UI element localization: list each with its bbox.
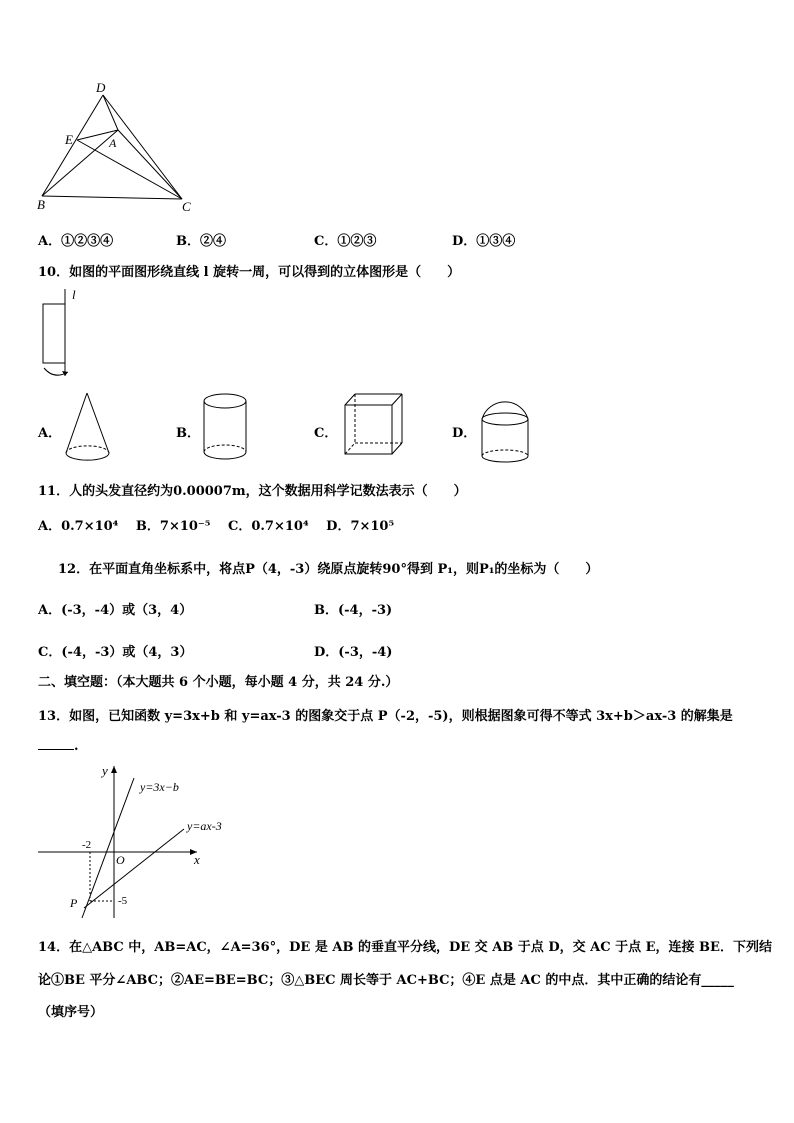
- q12-option-b: B．(-4，-3): [314, 603, 393, 618]
- q10-option-a-label: A．: [38, 426, 62, 441]
- point-p-label: P: [70, 896, 78, 910]
- tick-y-label: -5: [118, 895, 128, 907]
- q10-option-d-label: D．: [452, 426, 477, 441]
- q13-stem: 13．如图，已知函数 y=3x+b 和 y=ax-3 的图象交于点 P（-2，-5)，则根据图象可得不等式 3x+b＞ax-3 的解集是: [38, 709, 733, 724]
- q13-graph-figure: [34, 758, 244, 923]
- q13-answer-blank: [38, 737, 79, 754]
- q13-tail: .: [74, 739, 79, 754]
- q11-stem: 11．人的头发直径约为0.00007m，这个数据用科学记数法表示（ ）: [38, 484, 467, 499]
- cuboid-icon: [340, 390, 410, 465]
- answer-blank: [38, 737, 74, 750]
- axis-label-l: l: [72, 287, 76, 302]
- line2-label: y=ax-3: [187, 819, 222, 833]
- q9-option-d: D．①③④: [452, 234, 516, 249]
- q10-stem: 10．如图的平面图形绕直线 l 旋转一周，可以得到的立体图形是（ ）: [38, 265, 461, 280]
- q12-option-c: C．(-4，-3）或（4，3）: [38, 645, 193, 660]
- label-b: B: [37, 197, 45, 212]
- label-d: D: [96, 80, 106, 95]
- tick-x-label: -2: [82, 839, 92, 851]
- q10-option-b-label: B．: [176, 426, 200, 441]
- cylinder-icon: [200, 390, 255, 465]
- q14-line2: 论①BE 平分∠ABC；②AE=BE=BC；③△BEC 周长等于 AC+BC；④E 点是 AC 的中点．其中正确的结论有_____: [38, 973, 734, 988]
- cone-icon: [62, 390, 117, 465]
- line1-label: y=3x−b: [140, 780, 179, 794]
- q9-option-b: B．②④: [176, 234, 226, 249]
- q10-rotation-figure: [32, 284, 92, 384]
- x-axis-label: x: [194, 852, 200, 867]
- q10-option-c-label: C．: [314, 426, 338, 441]
- q11-options: A．0.7×10⁴ B．7×10⁻⁵ C．0.7×10⁴ D．7×10⁵: [38, 519, 395, 534]
- origin-label: O: [116, 853, 125, 867]
- section-2-heading: 二、填空题：（本大题共 6 个小题，每小题 4 分，共 24 分.）: [38, 675, 399, 690]
- label-a: A: [109, 136, 117, 150]
- q14-line1: 14．在△ABC 中，AB=AC，∠A=36°，DE 是 AB 的垂直平分线，DE 交 AB 于点 D，交 AC 于点 E，连接 BE．下列结: [38, 940, 772, 955]
- label-e: E: [65, 132, 73, 147]
- q12-option-d: D．(-3，-4): [314, 645, 393, 660]
- label-c: C: [182, 199, 191, 214]
- q14-line3: （填序号）: [38, 1005, 104, 1020]
- y-axis-label: y: [102, 763, 108, 778]
- q9-option-c: C．①②③: [314, 234, 377, 249]
- q12-stem: 12．在平面直角坐标系中，将点P（4，-3）绕原点旋转90°得到 P₁，则P₁的坐标为（ ）: [58, 562, 599, 577]
- q12-option-a: A．(-3，-4）或（3，4）: [38, 603, 193, 618]
- q9-option-a: A．①②③④: [38, 234, 114, 249]
- q9-triangle-figure: [30, 78, 205, 218]
- cylinder-with-dome-icon: [478, 392, 538, 467]
